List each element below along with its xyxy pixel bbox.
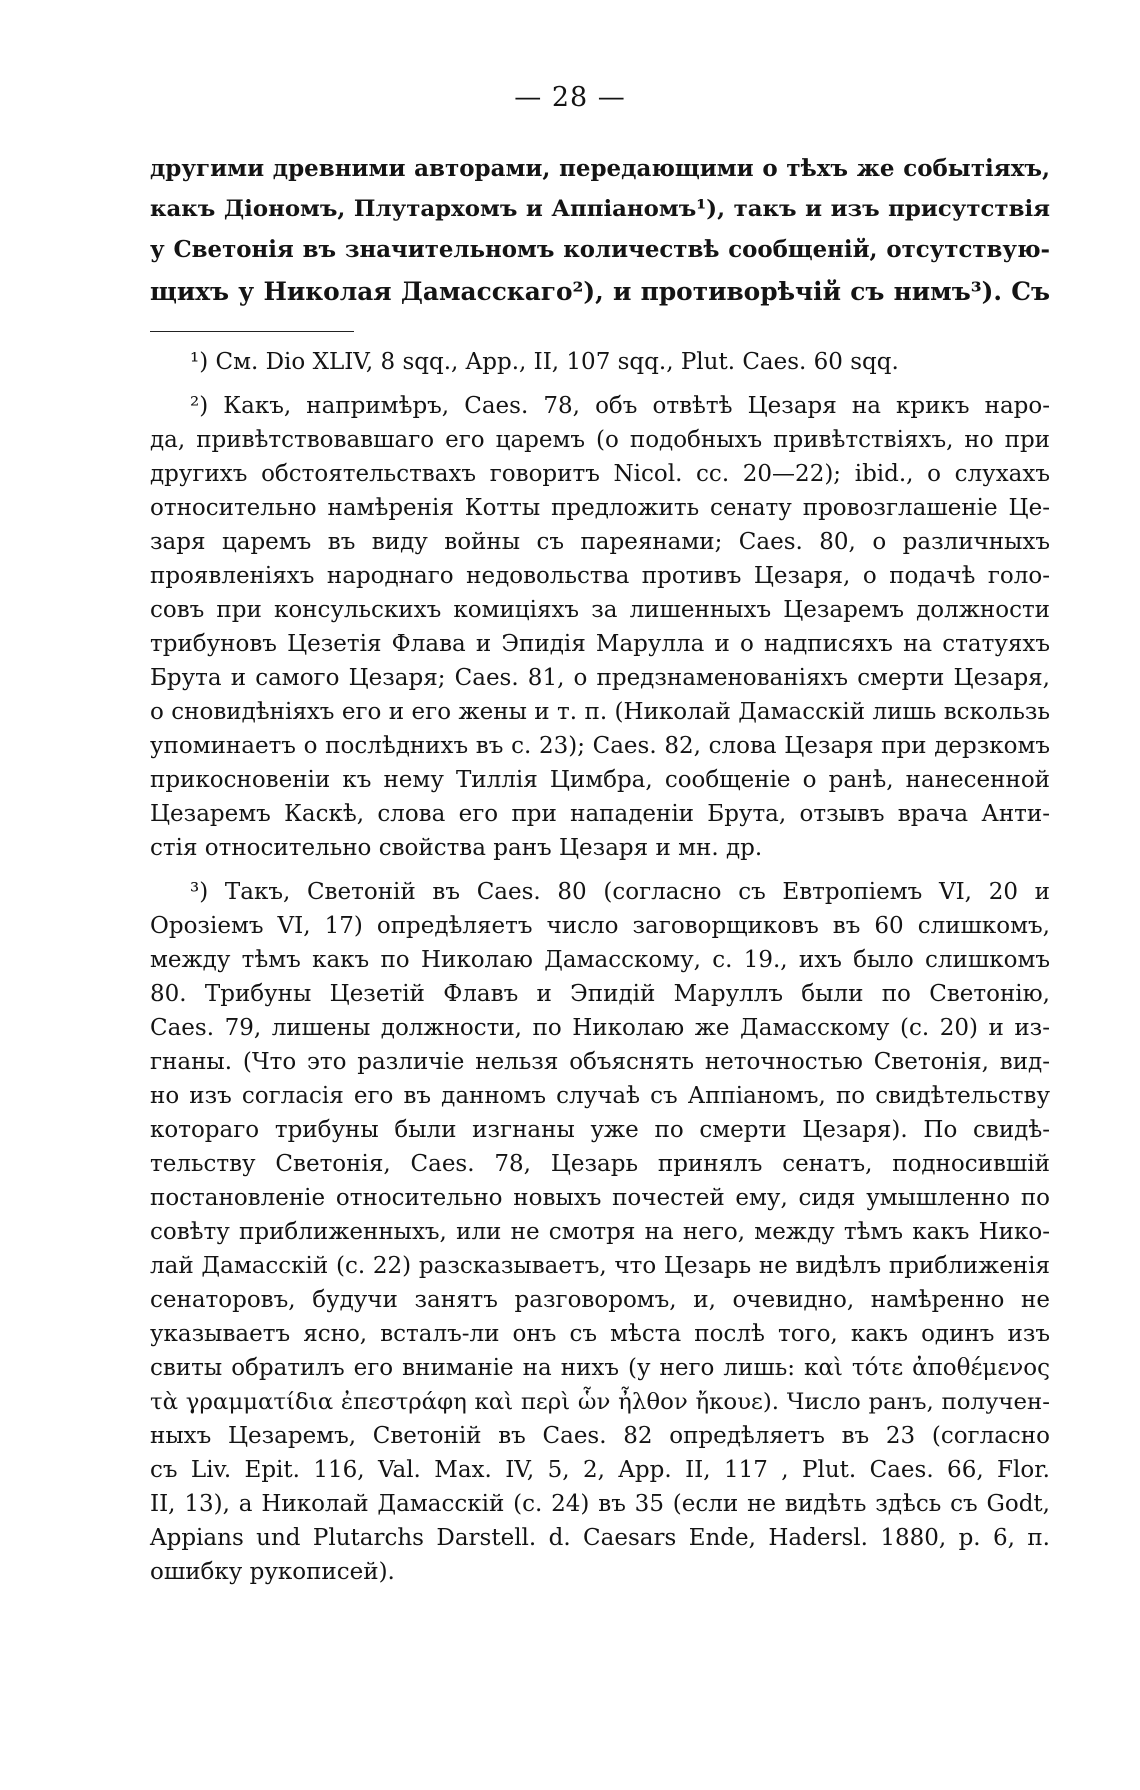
page-number: — 28 — xyxy=(514,82,626,113)
footnote-1 xyxy=(150,345,1050,379)
footnote-3-line: сенаторовъ, будучи занятъ разговоромъ, и, очевидно, намѣренно не xyxy=(150,1287,1050,1313)
footnote-divider xyxy=(150,331,354,332)
footnote-3 xyxy=(150,875,1050,1589)
main-text-line: какъ Діономъ, Плутархомъ и Аппіаномъ¹), такъ и изъ присутствія xyxy=(150,196,1050,222)
footnote-3-line: Appians und Plutarchs Darstell. d. Caesars Ende, Hadersl. 1880, p. 6, п. xyxy=(150,1525,1050,1551)
footnote-3-line: гнаны. (Что это различіе нельзя объяснять неточностью Светонія, вид- xyxy=(150,1049,1050,1075)
footnote-3-line: Caes. 79, лишены должности, по Николаю же Дамасскому (с. 20) и из- xyxy=(150,1015,1050,1041)
footnote-2-line: Цезаремъ Каскѣ, слова его при нападеніи Брута, отзывъ врача Анти- xyxy=(150,801,1050,827)
main-text-line: другими древними авторами, передающими о тѣхъ же событіяхъ, xyxy=(150,155,1050,182)
footnote-2-line: упоминаетъ о послѣднихъ въ с. 23); Caes. 82, слова Цезаря при дерзкомъ xyxy=(150,733,1050,759)
footnote-3-line: съ Liv. Epit. 116, Val. Max. IV, 5, 2, App. II, 117 , Plut. Caes. 66, Flor. xyxy=(150,1457,1050,1483)
footnote-3-line: 80. Трибуны Цезетій Флавъ и Эпидій Маруллъ были по Светонію, xyxy=(150,981,1050,1007)
footnote-2-line: о сновидѣніяхъ его и его жены и т. п. (Николай Дамасскій лишь вскользь xyxy=(150,699,1050,725)
footnote-2-line: заря царемъ въ виду войны съ пареянами; Caes. 80, о различныхъ xyxy=(150,529,1050,555)
footnote-3-line: но изъ согласія его въ данномъ случаѣ съ Аппіаномъ, по свидѣтельству xyxy=(150,1083,1050,1109)
footnote-2-line: проявленіяхъ народнаго недовольства противъ Цезаря, о подачѣ голо- xyxy=(150,563,1050,589)
footnote-3-line: II, 13), а Николай Дамасскій (с. 24) въ 35 (если не видѣть здѣсь съ Godt, xyxy=(150,1491,1050,1517)
footnote-3-line: постановленіе относительно новыхъ почестей ему, сидя умышленно по xyxy=(150,1185,1050,1211)
footnote-2-line: прикосновеніи къ нему Тиллія Цимбра, сообщеніе о ранѣ, нанесенной xyxy=(150,767,1050,793)
footnote-2-line: Брута и самого Цезаря; Caes. 81, о предзнаменованіяхъ смерти Цезаря, xyxy=(150,665,1050,691)
footnote-2 xyxy=(150,389,1050,865)
footnote-3-line: совѣту приближенныхъ, или не смотря на него, между тѣмъ какъ Нико- xyxy=(150,1219,1050,1245)
footnote-2-line: другихъ обстоятельствахъ говоритъ Nicol. cc. 20—22); ibid., о слухахъ xyxy=(150,461,1050,487)
footnote-3-line: лай Дамасскій (с. 22) разсказываетъ, что Цезарь не видѣлъ приближенія xyxy=(150,1253,1050,1279)
footnote-3-line: Орозіемъ VI, 17) опредѣляетъ число заговорщиковъ въ 60 слишкомъ, xyxy=(150,913,1050,939)
footnote-2-line: стія относительно свойства ранъ Цезаря и мн. др. xyxy=(150,835,763,861)
footnote-3-line: котораго трибуны были изгнаны уже по смерти Цезаря). По свидѣ- xyxy=(150,1117,1050,1143)
footnote-3-line: тельству Светонія, Caes. 78, Цезарь принялъ сенатъ, подносившій xyxy=(150,1151,1050,1177)
footnote-2-line: да, привѣтствовавшаго его царемъ (о подобныхъ привѣтствіяхъ, но при xyxy=(150,427,1050,453)
footnote-3-line: свиты обратилъ его вниманіе на нихъ (у него лишь: καὶ τότε ἀποθέμενος xyxy=(150,1355,1050,1381)
main-text-line: щихъ у Николая Дамасскаго²), и противорѣчій съ нимъ³). Съ xyxy=(150,277,1050,306)
footnotes xyxy=(150,345,1050,1589)
main-text-line: у Светонія въ значительномъ количествѣ сообщеній, отсутствую- xyxy=(150,237,1050,263)
footnote-3-line: τὰ γραμματίδια ἐπεστράφη καὶ περὶ ὧν ἦλθον ἤκουε). Число ранъ, получен- xyxy=(150,1389,1050,1415)
footnote-3-line: ныхъ Цезаремъ, Светоній въ Caes. 82 опредѣляетъ въ 23 (согласно xyxy=(150,1423,1050,1449)
footnote-3-line: между тѣмъ какъ по Николаю Дамасскому, с. 19., ихъ было слишкомъ xyxy=(150,947,1050,973)
footnote-3-line: ³) Такъ, Светоній въ Caes. 80 (согласно съ Евтропіемъ VI, 20 и xyxy=(190,879,1050,905)
main-text xyxy=(150,148,1050,312)
footnote-3-line: указываетъ ясно, всталъ-ли онъ съ мѣста послѣ того, какъ одинъ изъ xyxy=(150,1321,1050,1347)
footnote-2-line: совъ при консульскихъ комиціяхъ за лишенныхъ Цезаремъ должности xyxy=(150,597,1050,623)
footnote-1-line: ¹) См. Dio XLIV, 8 sqq., App., II, 107 sqq., Plut. Caes. 60 sqq. xyxy=(190,349,899,375)
footnote-3-line: ошибку рукописей). xyxy=(150,1559,395,1585)
footnote-2-line: ²) Какъ, напримѣръ, Caes. 78, объ отвѣтѣ Цезаря на крикъ наро- xyxy=(190,393,1050,419)
footnote-2-line: трибуновъ Цезетія Флава и Эпидія Марулла и о надписяхъ на статуяхъ xyxy=(150,631,1050,657)
footnote-2-line: относительно намѣренія Котты предложить сенату провозглашеніе Це- xyxy=(150,495,1050,521)
